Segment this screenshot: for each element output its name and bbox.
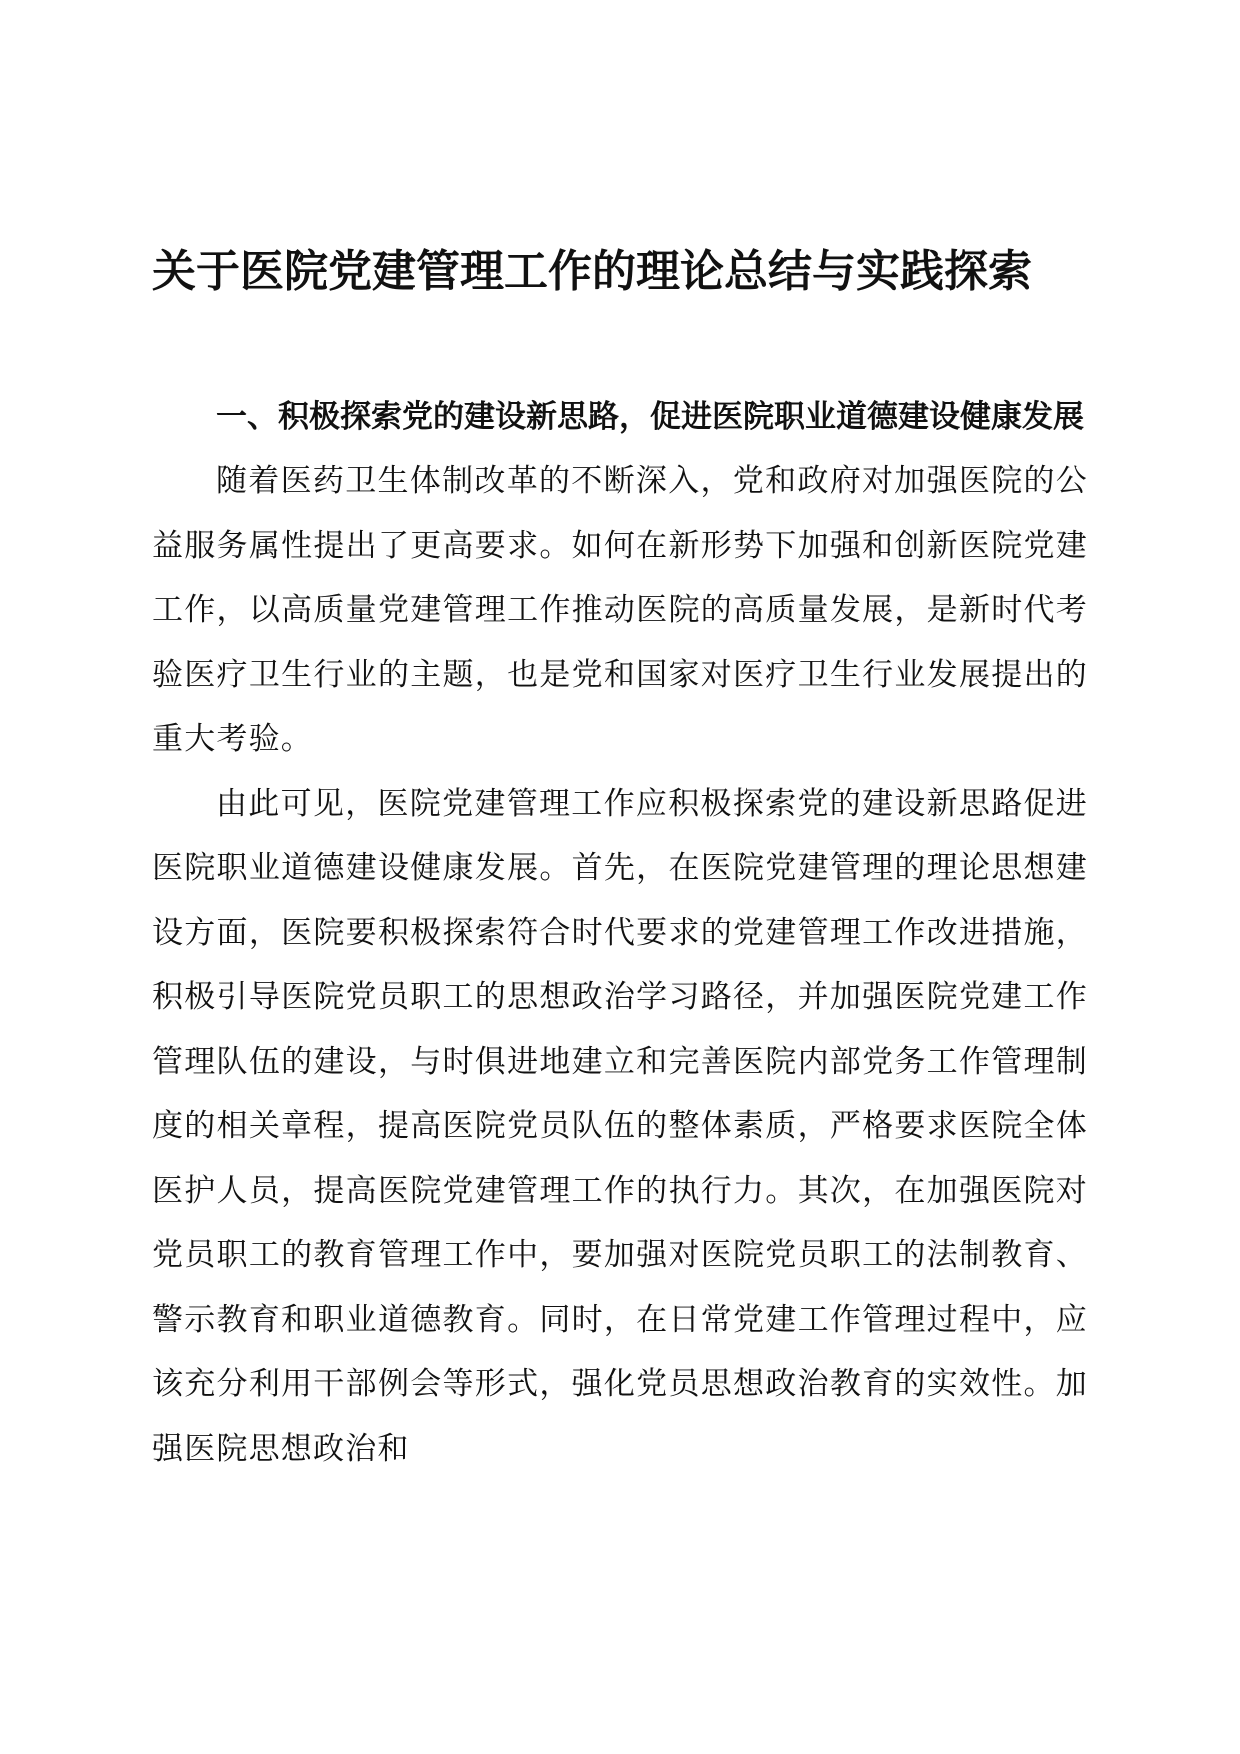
- document-body: [152, 385, 1088, 1481]
- document-title: 关于医院党建管理工作的理论总结与实践探索: [152, 246, 1032, 297]
- body-paragraph: 由此可见，医院党建管理工作应积极探索党的建设新思路促进医院职业道德建设健康发展。首先，在医院党建管理的理论思想建设方面，医院要积极探索符合时代要求的党建管理工作改进措施，积极引导医院党员职工的思想政治学习路径，并加强医院党建工作管理队伍的建设，与时俱进地建立和完善医院内部党务工作管理制度的相关章程，提高医院党员队伍的整体素质，严格要求医院全体医护人员，提高医院党建管理工作的执行力。其次，在加强医院对党员职工的教育管理工作中，要加强对医院党员职工的法制教育、警示教育和职业道德教育。同时，在日常党建工作管理过程中，应该充分利用干部例会等形式，强化党员思想政治教育的实效性。加强医院思想政治和: [152, 785, 1088, 1467]
- body-paragraph: 随着医药卫生体制改革的不断深入，党和政府对加强医院的公益服务属性提出了更高要求。如何在新形势下加强和创新医院党建工作，以高质量党建管理工作推动医院的高质量发展，是新时代考验医疗卫生行业的主题，也是党和国家对医疗卫生行业发展提出的重大考验。: [152, 463, 1088, 757]
- section-heading: 一、积极探索党的建设新思路，促进医院职业道德建设健康发展: [216, 399, 1084, 435]
